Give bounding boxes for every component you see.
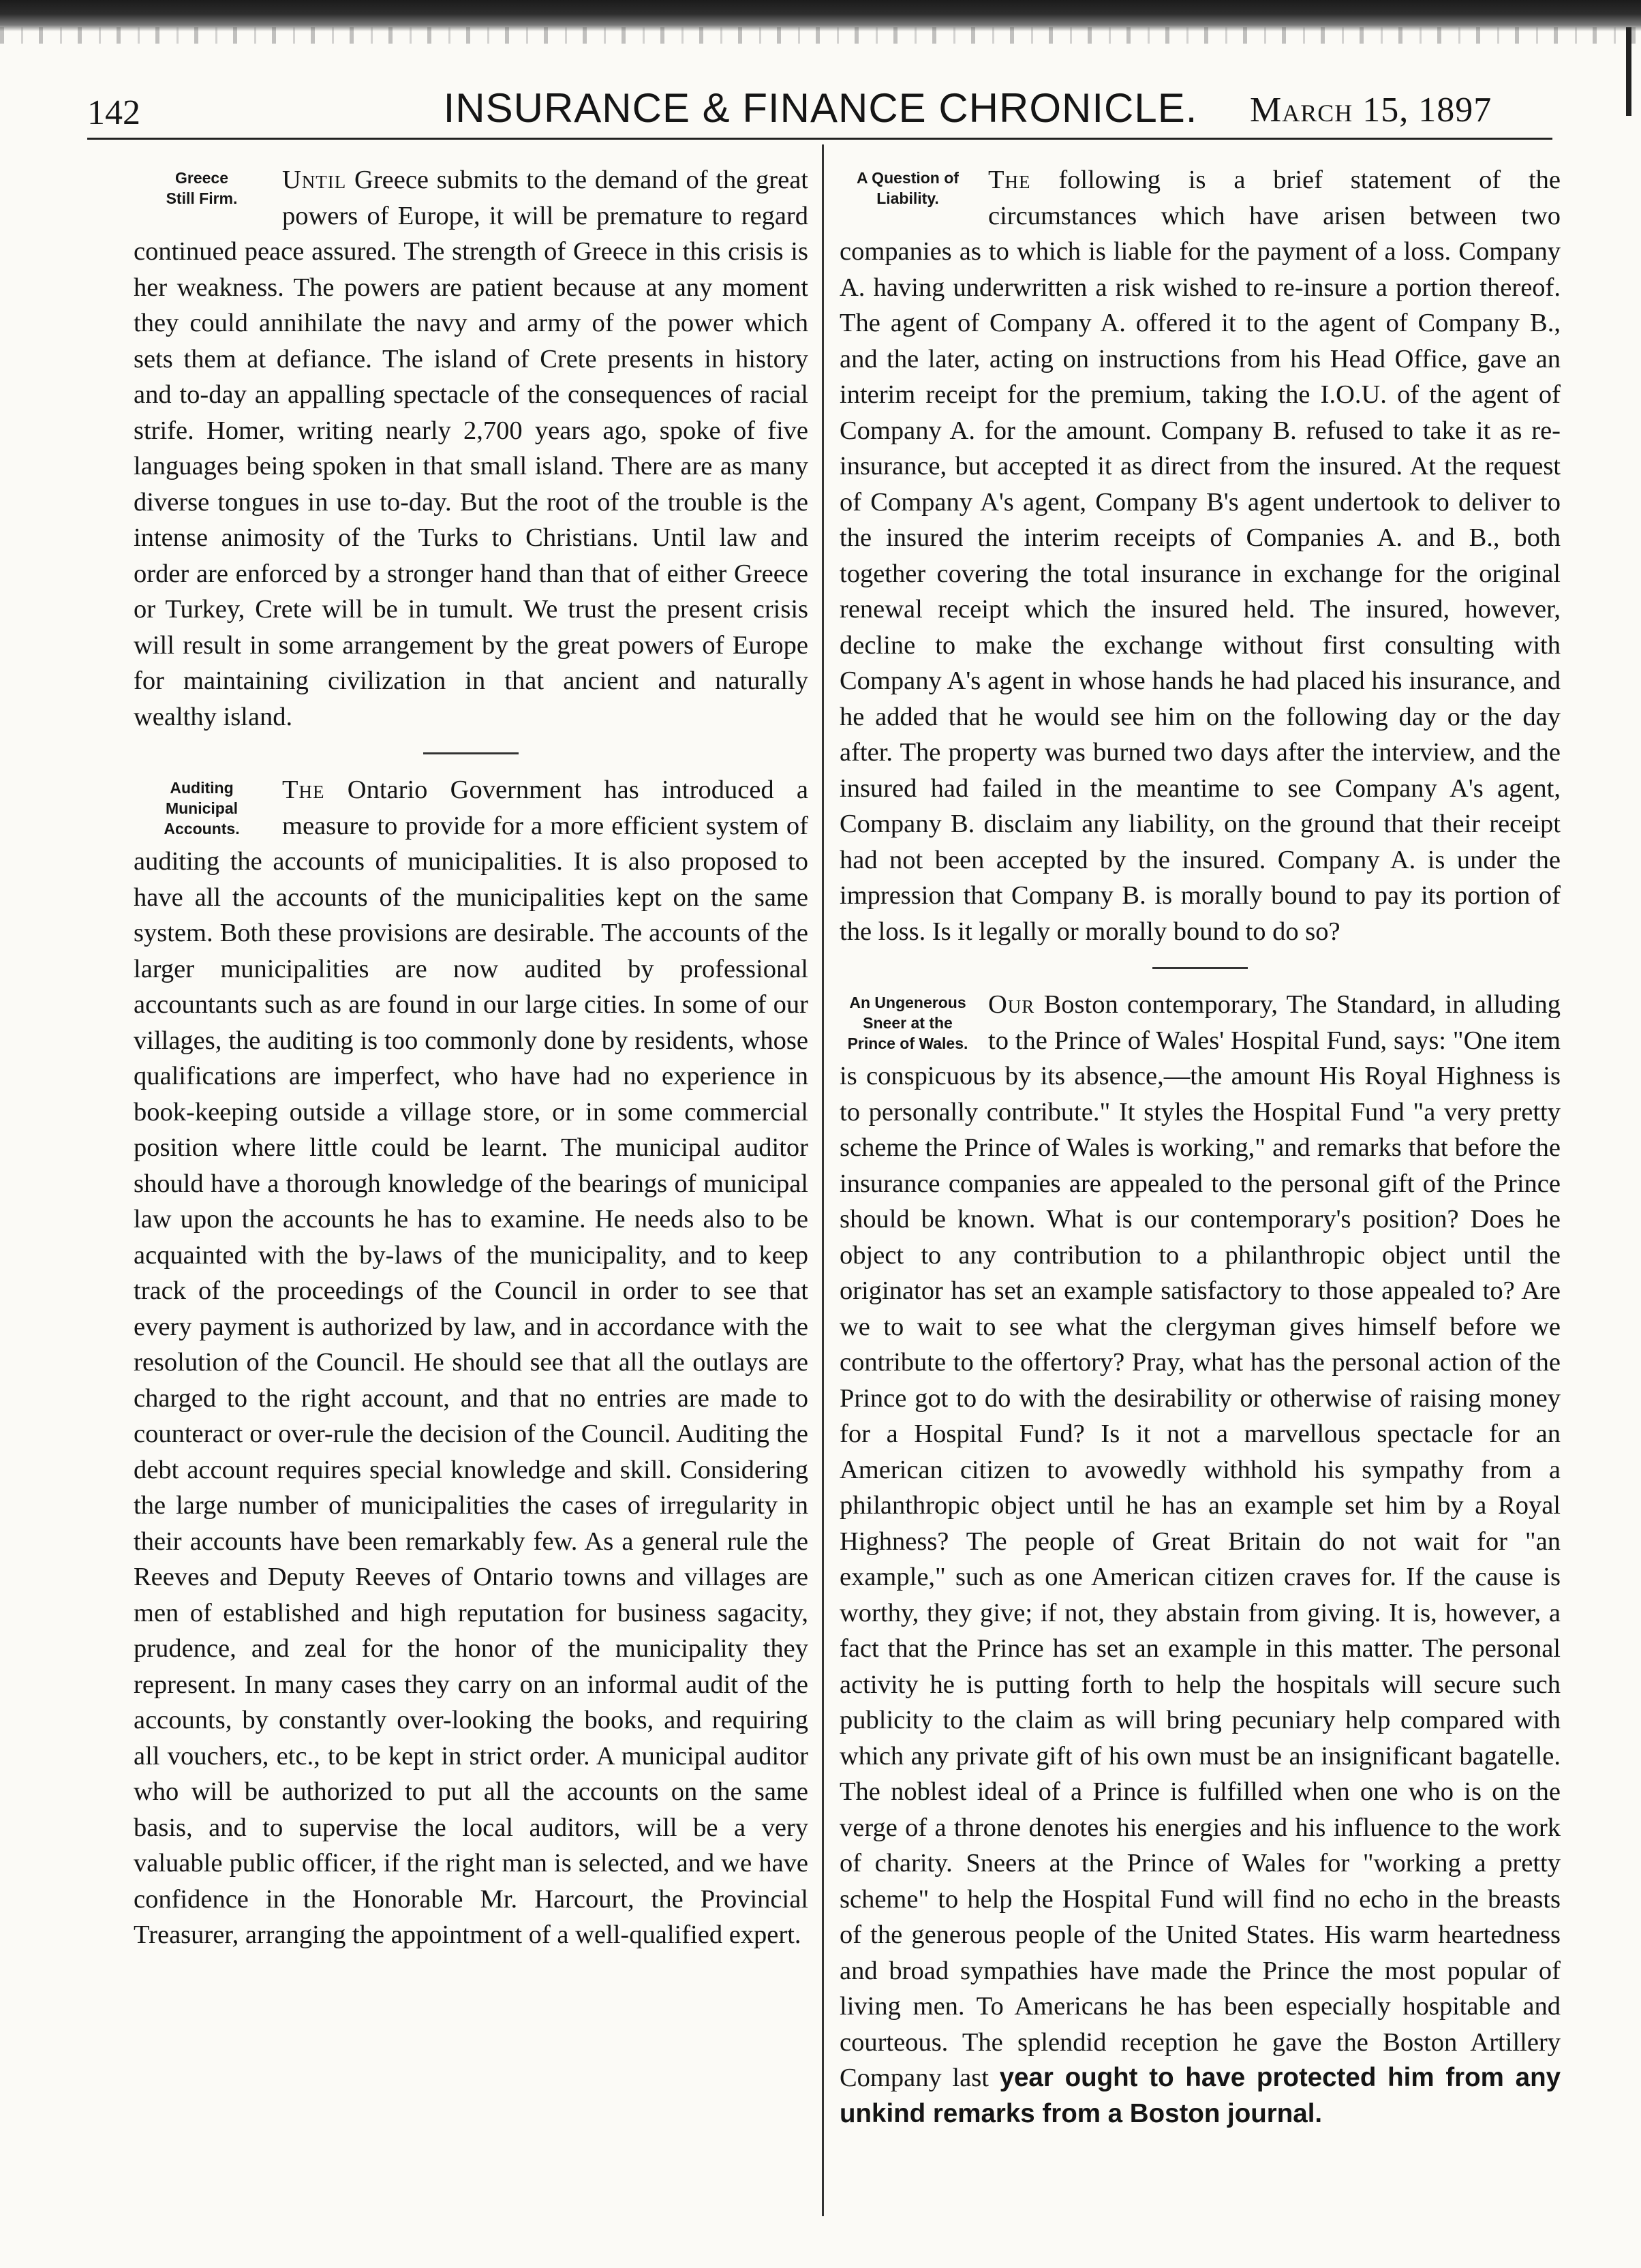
side-heading-auditing: Auditing Municipal Accounts. (164, 779, 240, 838)
side-heading-sneer: An Ungenerous Sneer at the Prince of Wales. (847, 994, 968, 1052)
side-heading-liability: A Question of Liability. (857, 169, 959, 207)
scan-specks (0, 27, 1641, 44)
article-liability (840, 162, 1561, 949)
masthead-title: INSURANCE & FINANCE CHRONICLE. (443, 85, 1198, 131)
right-column (840, 162, 1561, 2132)
page-number: 142 (87, 93, 140, 132)
header-rule (87, 138, 1552, 140)
article-auditing-body: The Ontario Government has introduced a measure to provide for a more efficient system of auditing the accounts of municipalities. It is also proposed to have all the accounts of the municipalities kept on the same system. Both these provisions are desirable. The accounts of the larger municipalities are now audited by professional accountants such as are found in our large cities. In some of our villages, the auditing is too commonly done by residents, whose qualifications are imperfect, who have had no experience in book-keeping outside a village store, or in some commercial position where little could be learnt. The municipal auditor should have a thorough knowledge of the bearings of municipal law upon the accounts he has to examine. He needs also to be acquainted with the by-laws of the municipality, and to keep track of the proceedings of the Council in order to see that every payment is authorized by law, and in accordance with the resolution of the Council. He should see that all the outlays are charged to the right account, and that no entries are made to counteract or over-rule the decision of the Council. Auditing the debt account requires special knowledge and skill. Considering the large number of municipalities the cases of irregularity in their accounts have been remarkably few. As a general rule the Reeves and Deputy Reeves of Ontario towns and villages are men of established and high reputation for business sagacity, prudence, and zeal for the honor of the municipality they represent. In many cases they carry on an informal audit of the accounts, by constantly over-looking the books, and requiring all vouchers, etc., to be kept in strict order. A municipal auditor who will be authorized to put all the accounts on the same basis, and to supervise the local auditors, will be a very valuable public officer, if the right man is selected, and we have confidence in the Honorable Mr. Harcourt, the Provincial Treasurer, arranging the appointment of a well-qualified expert. (134, 776, 808, 1949)
article-greece-body: Until Greece submits to the demand of the great powers of Europe, it will be premature to regard continued peace assured. The strength of Greece in this crisis is her weakness. The powers are patient because at any moment they could annihilate the navy and army of the power which sets them at defiance. The island of Crete presents in history and to-day an appalling spectacle of the consequences of racial strife. Homer, writing nearly 2,700 years ago, spoke of five languages being spoken in that small island. There are as many diverse tongues in use to-day. But the root of the trouble is the intense animosity of the Turks to Christians. Until law and order are enforced by a stronger hand than that of either Greece or Turkey, Crete will be in tumult. We trust the present crisis will result in some arrangement by the great powers of Europe for maintaining civilization in that ancient and naturally wealthy island. (134, 166, 808, 731)
article-sneer-body: Our Boston contemporary, The Standard, in alluding to the Prince of Wales' Hospital Fund, says: "One item is conspicuous by its absence,—the amount His Royal Highness is to personally contribute." It styles the Hospital Fund "a very pretty scheme the Prince of Wales is working," and remarks that before the insurance companies are appealed to the personal gift of the Prince should be known. What is our contemporary's position? Does he object to any contribution to a philanthropic object until the originator has set an example satisfactory to those appealed to? Are we to wait to see what the clergyman gives himself before we contribute to the offertory? Pray, what has the personal action of the Prince got to do with the desirability or otherwise of raising money for a Hospital Fund? Is it not a marvellous spectacle for an American citizen to avowedly withhold his sympathy from a philanthropic object until he has an example set him by a Royal Highness? The people of Great Britain do not wait for "an example," such as one American citizen craves for. If the cause is worthy, they give; if not, they abstain from giving. It is, however, a fact that the Prince has set an example in this matter. The personal activity he is putting forth to help the hospitals will secure such publicity to the claim as will bring pecuniary help compared with which any private gift of his own must be an insignificant bagatelle. The noblest ideal of a Prince is fulfilled when one who is on the verge of a throne denotes his energies and his influence to the work of charity. Sneers at the Prince of Wales for "working a pretty scheme" to help the Hospital Fund will find no echo in the breasts of the generous people of the United States. His warm heartedness and broad sympathies have made the Prince the most popular of living men. To Americans he has been especially hospitable and courteous. The splendid reception he gave the Boston Artillery Company last year ought to have protected him from any unkind remarks from a Boston journal. (840, 990, 1561, 2128)
left-column (134, 162, 808, 1953)
article-sneer (840, 987, 1561, 2132)
page-header (0, 85, 1641, 146)
side-heading-greece: Greece Still Firm. (166, 169, 238, 207)
article-separator (423, 752, 519, 754)
article-liability-body: The following is a brief statement of the circumstances which have arisen between two companies as to which is liable for the payment of a loss. Company A. having underwritten a risk wished to re-insure a portion thereof. The agent of Company A. offered it to the agent of Company B., and the later, acting on instructions from his Head Office, gave an interim receipt for the premium, taking the I.O.U. of the agent of Company A. for the amount. Company B. refused to take it as re-insurance, but accepted it as direct from the insured. At the request of Company A's agent, Company B's agent undertook to deliver to the insured the interim receipts of Companies A. and B., both together covering the total insurance in exchange for the original renewal receipt which the insured held. The insured, however, decline to make the exchange without first consulting with Company A's agent in whose hands he had placed his insurance, and he added that he would see him on the following day or the day after. The property was burned two days after the interview, and the insured had failed in the meantime to see Company A's agent, Company B. disclaim any liability, on the ground that their receipt had not been accepted by the insured. Company A. is under the impression that Company B. is morally bound to pay its portion of the loss. Is it legally or morally bound to do so? (840, 166, 1561, 946)
column-divider (822, 144, 824, 2216)
article-greece (134, 162, 808, 735)
issue-date: March 15, 1897 (1250, 91, 1492, 129)
article-separator (1152, 967, 1248, 969)
article-auditing (134, 772, 808, 1953)
